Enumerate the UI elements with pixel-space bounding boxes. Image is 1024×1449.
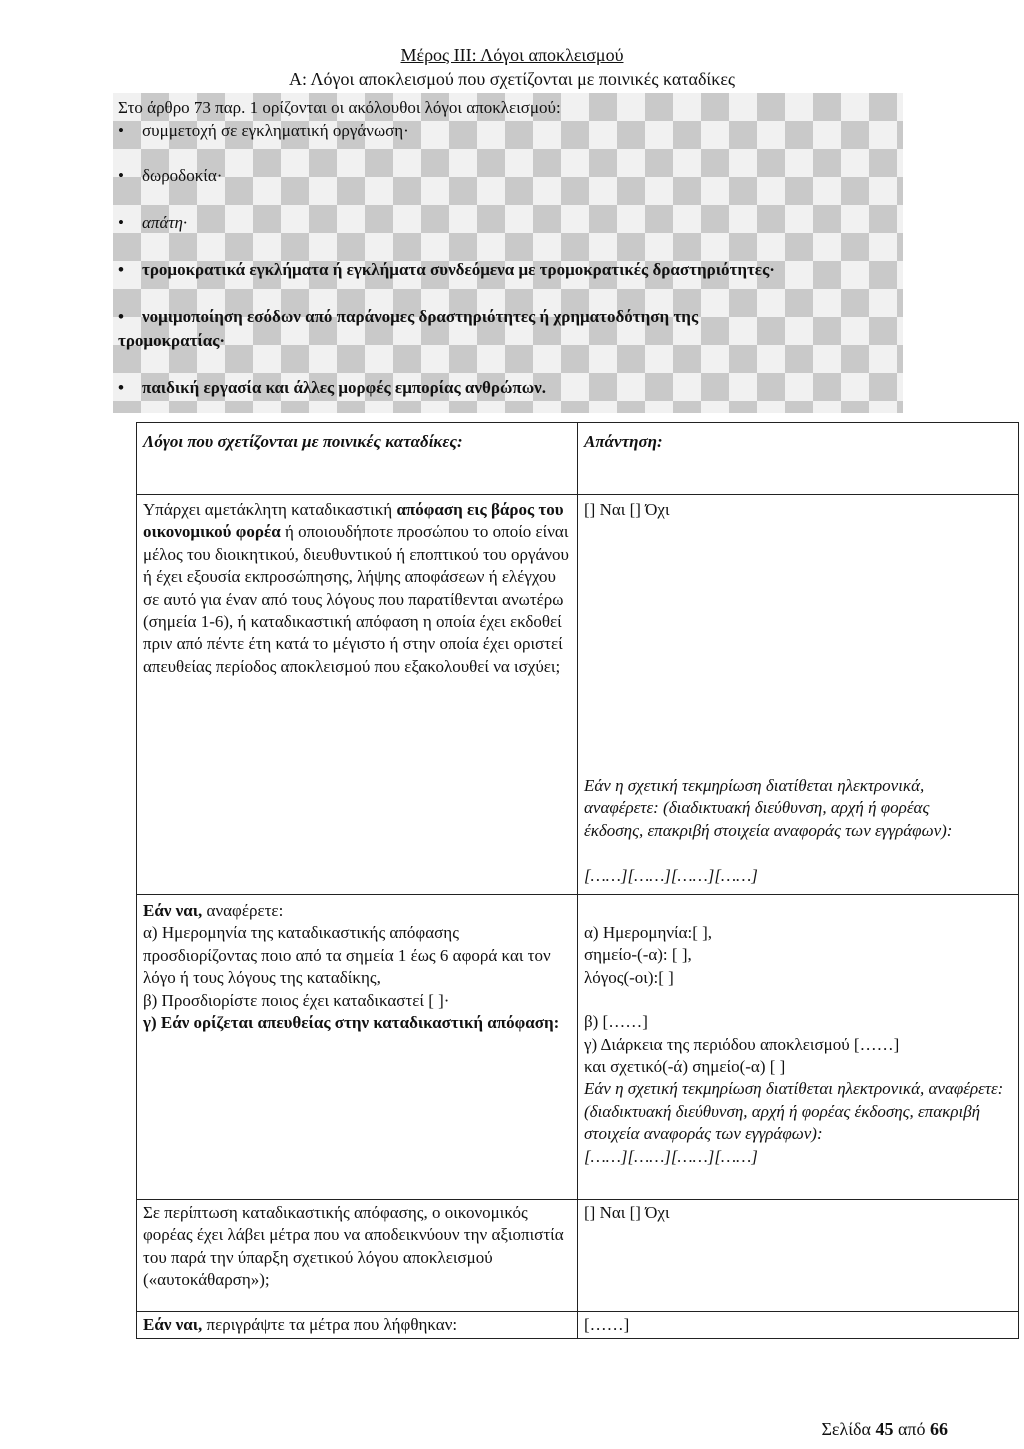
doc-note: Εάν η σχετική τεκμηρίωση διατίθεται ηλεκτρονικά, αναφέρετε: (διαδικτυακή διεύθυνση, αρχή ή φορέας έκδοσης, επακριβή στοιχεία αναφοράς των εγγράφων): [584, 1079, 1004, 1144]
table-header-row [137, 423, 1019, 495]
bullet-icon: • [118, 213, 124, 232]
bullet-item: • νομιμοποίηση εσόδων από παράνομες δραστηριότητες ή χρηματοδότηση της [118, 307, 699, 326]
criminal-convictions-table [136, 422, 1019, 1339]
question-measures: Εάν ναι, περιγράψτε τα μέτρα που λήφθηκαν: [137, 1312, 578, 1339]
bullet-item: • τρομοκρατικά εγκλήματα ή εγκλήματα συνδεόμενα με τρομοκρατικές δραστηριότητες· [118, 260, 775, 279]
answer-details: α) Ημερομηνία:[ ], σημείο-(-α): [ ], λόγος(-οι):[ ] β) [……] γ) Διάρκεια της περιόδου αποκλεισμού [……] και σχετικό(-ά) σημείο(-α) [ ] Εάν η σχετική τεκμηρίωση διατίθεται ηλεκτρονικά, αναφέρετε: (διαδικτυακή διεύθυνση, αρχή ή φορέας έκδοσης, επακριβή στοιχεία αναφοράς των εγγράφων): [……][……][……][……] [578, 895, 1019, 1200]
part-title: Μέρος ΙΙΙ: Λόγοι αποκλεισμού [400, 45, 624, 65]
doc-note: Εάν η σχετική τεκμηρίωση διατίθεται ηλεκτρονικά, αναφέρετε: (διαδικτυακή διεύθυνση, αρχή ή φορέας έκδοσης, επακριβή στοιχεία αναφοράς των εγγράφων): [584, 776, 953, 840]
bullet-icon: • [118, 166, 124, 185]
yes-no-checkboxes[interactable]: [] Ναι [] Όχι [584, 500, 670, 519]
answer-conviction [578, 495, 1019, 895]
question-conviction: Υπάρχει αμετάκλητη καταδικαστική απόφαση εις βάρος του οικονομικού φορέα ή οποιουδήποτε προσώπου το οποίο είναι μέλος του διοικητικού, διευθυντικού ή εποπτικού του οργάνου ή έχει εξουσία εκπροσώπησης, λήψης αποφάσεων ή ελέγχου σε αυτό για έναν από τους λόγους που παρατίθενται ανωτέρω (σημεία 1-6), ή καταδικαστική απόφαση η οποία έχει εκδοθεί πριν από πέντε έτη κατά το μέγιστο ή στην οποία έχει οριστεί απευθείας περίοδος αποκλεισμού που εξακολουθεί να ισχύει; [137, 495, 578, 895]
answer-measures[interactable]: [……] [578, 1312, 1019, 1339]
bullet-item: • δωροδοκία· [118, 166, 223, 185]
bullet-item: • παιδική εργασία και άλλες μορφές εμπορίας ανθρώπων. [118, 378, 546, 397]
table-row [137, 1312, 1019, 1339]
table-row [137, 895, 1019, 1200]
section-title: Α: Λόγοι αποκλεισμού που σχετίζονται με ποινικές καταδίκες [288, 69, 736, 89]
bullet-item: • συμμετοχή σε εγκληματική οργάνωση· [118, 121, 409, 140]
question-details: Εάν ναι, αναφέρετε: α) Ημερομηνία της καταδικαστικής απόφασης προσδιορίζοντας ποιο από τα σημεία 1 έως 6 αφορά και τον λόγο ή τους λόγους της καταδίκης, β) Προσδιορίστε ποιος έχει καταδικαστεί [ ]· γ) Εάν ορίζεται απευθείας στην καταδικαστική απόφαση: [137, 895, 578, 1200]
header-answer: Απάντηση: [578, 423, 1019, 495]
table-row [137, 495, 1019, 895]
page-number: Σελίδα 45 από 66 [821, 1419, 948, 1439]
bullet-icon: • [118, 378, 124, 397]
bullet-item: • απάτη· [118, 213, 188, 232]
doc-fields[interactable]: [……][……][……][……] [584, 866, 758, 885]
intro-text: Στο άρθρο 73 παρ. 1 ορίζονται οι ακόλουθοι λόγοι αποκλεισμού: [118, 98, 561, 117]
doc-fields[interactable]: [……][……][……][……] [584, 1146, 758, 1166]
bullet-icon: • [118, 307, 124, 326]
bullet-continuation: τρομοκρατίας· [118, 331, 226, 350]
bullet-icon: • [118, 121, 124, 140]
header-grounds: Λόγοι που σχετίζονται με ποινικές καταδίκες: [137, 423, 578, 495]
table-row [137, 1200, 1019, 1312]
answer-self-cleaning[interactable]: [] Ναι [] Όχι [578, 1200, 1019, 1312]
question-self-cleaning: Σε περίπτωση καταδικαστικής απόφασης, ο οικονομικός φορέας έχει λάβει μέτρα που να αποδεικνύουν την αξιοπιστία του παρά την ύπαρξη σχετικού λόγου αποκλεισμού («αυτοκάθαρση»); [137, 1200, 578, 1312]
bullet-icon: • [118, 260, 124, 279]
